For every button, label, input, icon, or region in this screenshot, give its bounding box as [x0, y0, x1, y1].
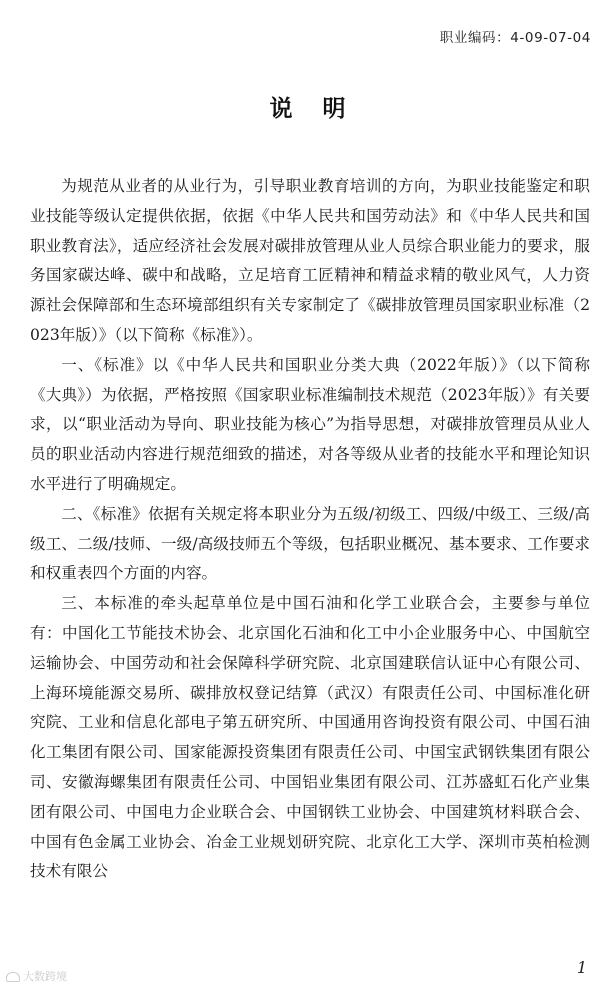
paragraph-two: 二、《标准》依据有关规定将本职业分为五级/初级工、四级/中级工、三级/高级工、二级/技师、一级/高级技师五个等级，包括职业概况、基本要求、工作要求和权重表四个方面的内容。 [30, 504, 590, 583]
page-title: 说明 [269, 96, 376, 122]
watermark-logo-icon [6, 972, 20, 982]
paragraph-three: 三、本标准的牵头起草单位是中国石油和化学工业联合会，主要参与单位有：中国化工节能技术协会、北京国化石油和化工中小企业服务中心、中国航空运输协会、中国劳动和社会保障科学研究院、北京国建联信认证中心有限公司、上海环境能源交易所、碳排放权登记结算（武汉）有限责任公司、中国标准化研究院、工业和信息化部电子第五研究所、中国通用咨询投资有限公司、中国石油化工集团有限公司、国家能源投资集团有限责任公司、中国宝武钢铁集团有限公司、安徽海螺集团有限责任公司、中国铝业集团有限公司、江苏盛虹石化产业集团有限公司、中国电力企业联合会、中国钢铁工业协会、中国建筑材料联合会、中国有色金属工业协会、冶金工业规划研究院、北京化工大学、深圳市英柏检测技术有限公 [30, 594, 590, 881]
occupation-code: 职业编码：4-09-07-04 [439, 30, 591, 46]
watermark [6, 968, 67, 984]
page-number: 1 [576, 958, 587, 977]
paragraph-intro: 为规范从业者的从业行为，引导职业教育培训的方向，为职业技能鉴定和职业技能等级认定提供依据，依据《中华人民共和国劳动法》和《中华人民共和国职业教育法》，适应经济社会发展对碳排放管理从业人员综合职业能力的要求，服务国家碳达峰、碳中和战略，立足培育工匠精神和精益求精的敬业风气，人力资源社会保障部和生态环境部组织有关专家制定了《碳排放管理员国家职业标准（2023年版）》（以下简称《标准》）。 [30, 177, 590, 344]
document-body [30, 172, 590, 887]
paragraph-one: 一、《标准》以《中华人民共和国职业分类大典（2022年版）》（以下简称《大典》）为依据，严格按照《国家职业标准编制技术规范（2023年版）》有关要求，以“职业活动为导向、职业技能为核心”为指导思想，对碳排放管理员从业人员的职业活动内容进行规范细致的描述，对各等级从业者的技能水平和理论知识水平进行了明确规定。 [30, 355, 590, 493]
watermark-text: 大数跨境 [23, 970, 67, 983]
